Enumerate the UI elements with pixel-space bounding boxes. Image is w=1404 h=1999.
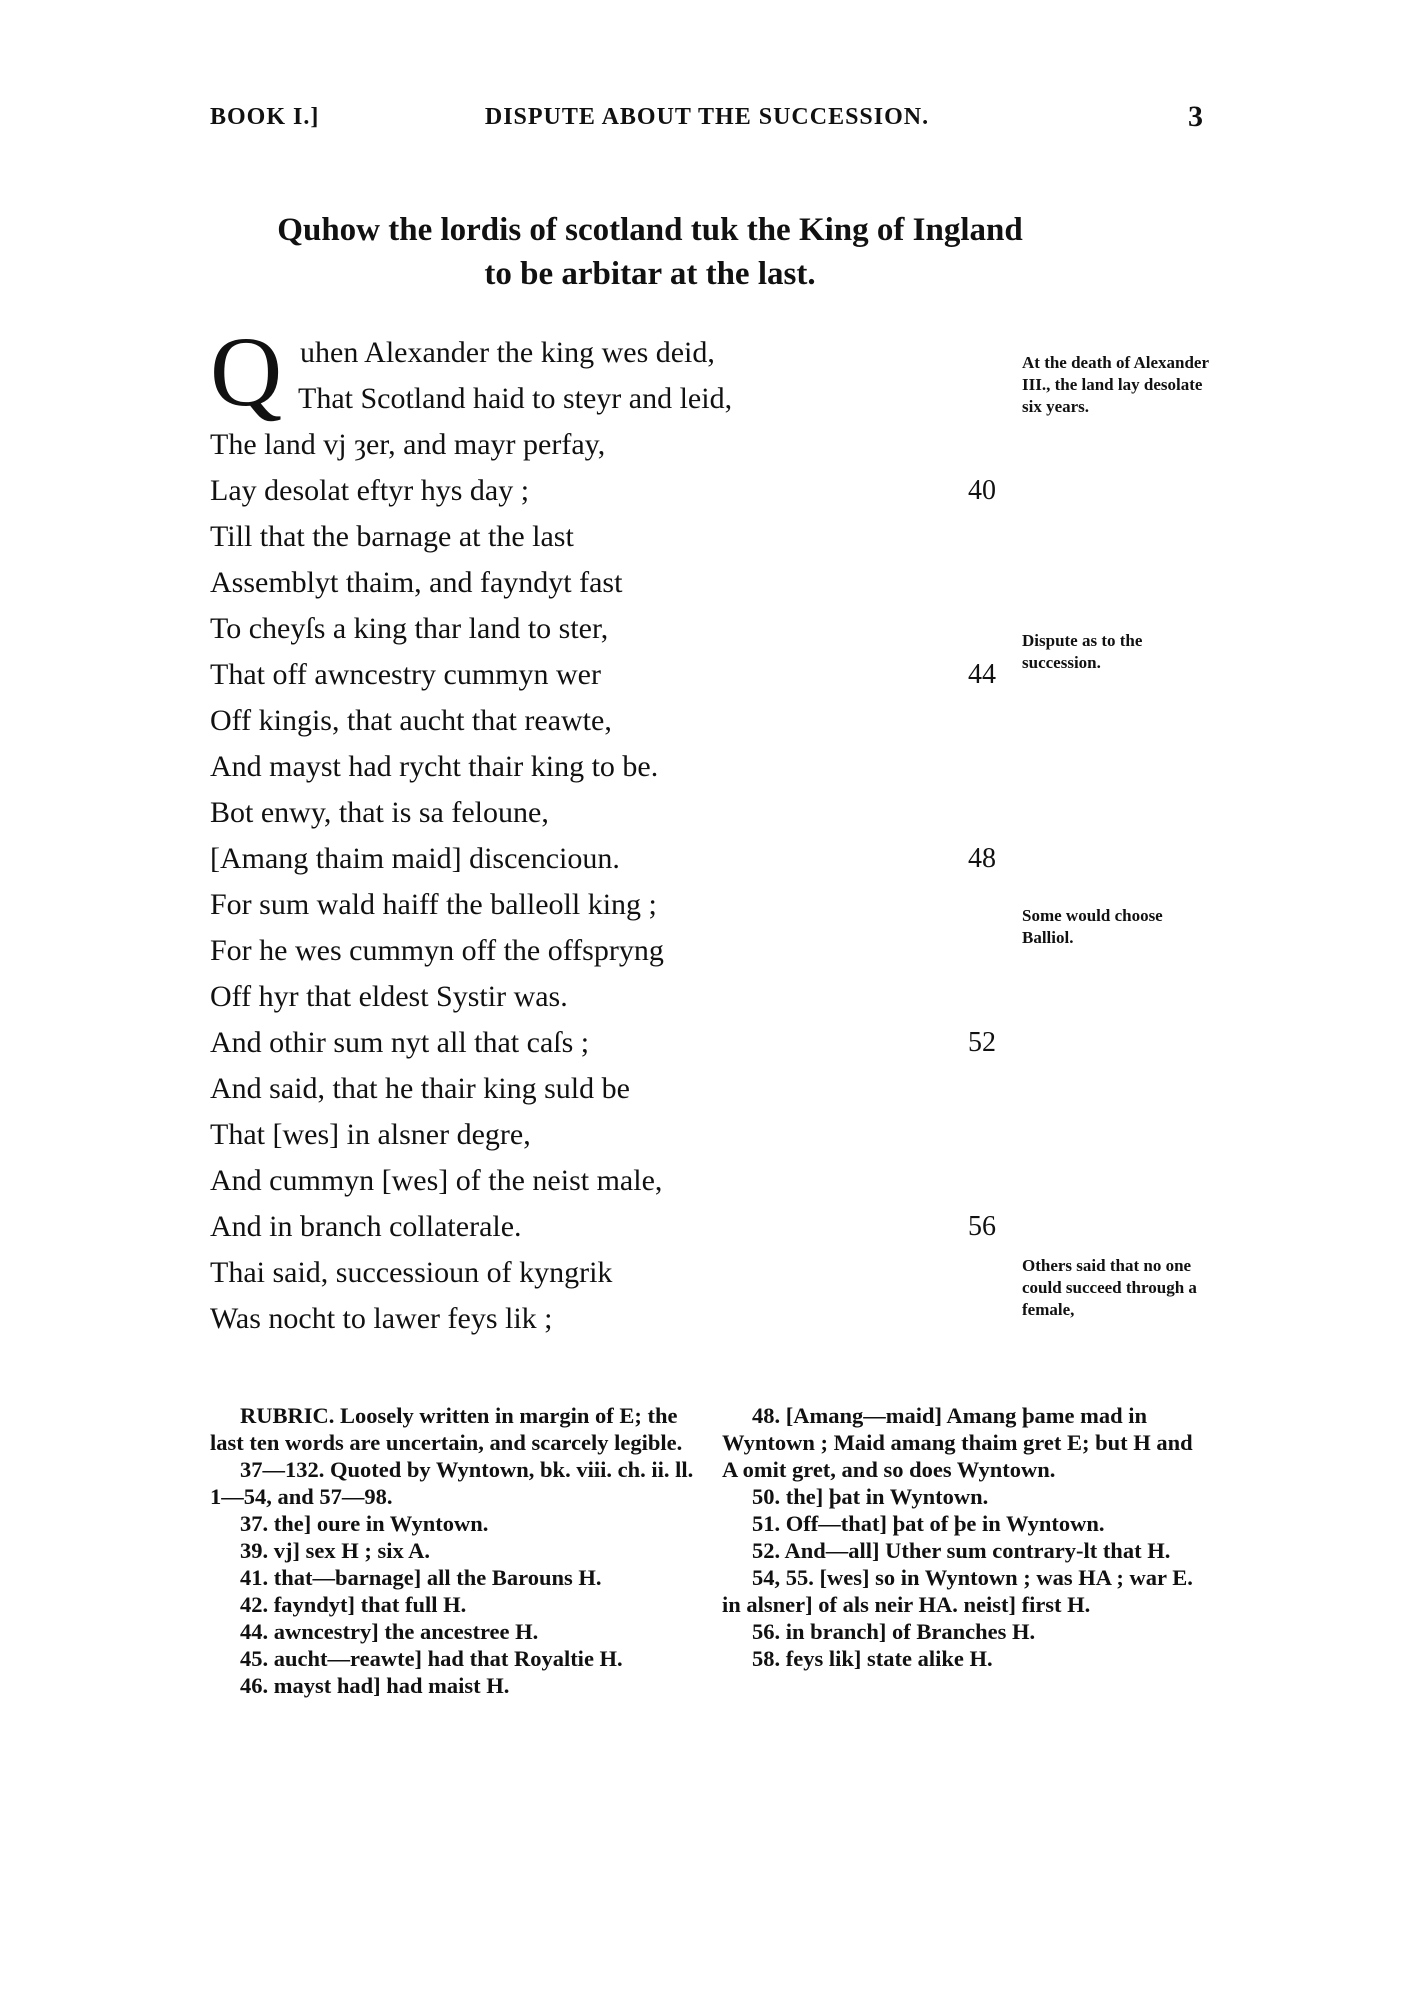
footnote: 50. the] þat in Wyntown. <box>752 1484 989 1509</box>
running-head <box>210 100 1204 140</box>
margin-note: At the death of Alexander III., the land lay desolate six years. <box>1022 353 1209 416</box>
running-head-title: DISPUTE ABOUT THE SUCCESSION. <box>484 104 930 130</box>
footnote: 51. Off—that] þat of þe in Wyntown. <box>752 1511 1105 1536</box>
footnotes-left-column <box>210 1402 695 1699</box>
footnote: 39. vj] sex H ; six A. <box>240 1538 430 1563</box>
verse-line: Till that the barnage at the last <box>210 520 574 553</box>
footnote: RUBRIC. Loosely written in margin of E; the last ten words are uncertain, and scarcely legible. <box>210 1403 683 1455</box>
verse-line: For sum wald haiff the balleoll king ; <box>210 888 657 921</box>
drop-cap: Q <box>210 316 283 427</box>
footnote: 48. [Amang—maid] Amang þame mad in Wyntown ; Maid amang thaim gret E; but H and A omit gret, and so does Wyntown. <box>722 1403 1193 1482</box>
verse-line: That [wes] in alsner degre, <box>210 1118 531 1151</box>
line-number: 44 <box>968 659 996 690</box>
verse-line: The land vj ȝer, and mayr perfay, <box>210 428 606 461</box>
margin-note: Others said that no one could succeed through a female, <box>1022 1256 1197 1319</box>
footnote: 37. the] oure in Wyntown. <box>240 1511 489 1536</box>
verse-line: And mayst had rycht thair king to be. <box>210 750 659 783</box>
footnote: 41. that—barnage] all the Barouns H. <box>240 1565 602 1590</box>
verse-line: And cummyn [wes] of the neist male, <box>210 1164 663 1197</box>
line-number: 56 <box>968 1211 996 1242</box>
footnote: 54, 55. [wes] so in Wyntown ; was HA ; war E. in alsner] of als neir HA. neist] first H. <box>722 1565 1193 1617</box>
verse-line: Bot enwy, that is sa feloune, <box>210 796 549 829</box>
rubric-line: Quhow the lordis of scotland tuk the King of Ingland <box>277 212 1023 248</box>
verse-line: Off hyr that eldest Systir was. <box>210 980 568 1013</box>
verse-line: And othir sum nyt all that caſs ; <box>210 1026 590 1059</box>
footnote: 58. feys lik] state alike H. <box>752 1646 993 1671</box>
verse-line: Was nocht to lawer feys lik ; <box>210 1302 553 1335</box>
footnote: 56. in branch] of Branches H. <box>752 1619 1036 1644</box>
footnotes-right-column <box>722 1402 1207 1672</box>
verse-line: Off kingis, that aucht that reawte, <box>210 704 612 737</box>
verse-line: Lay desolat eftyr hys day ; <box>210 474 530 507</box>
line-number: 48 <box>968 843 996 874</box>
running-head-book: BOOK I.] <box>210 104 320 130</box>
footnote: 42. fayndyt] that full H. <box>240 1592 467 1617</box>
rubric-heading <box>150 208 1150 296</box>
page-number: 3 <box>1188 100 1204 133</box>
verse-line: Thai said, successioun of kyngrik <box>210 1256 613 1289</box>
footnote: 37—132. Quoted by Wyntown, bk. viii. ch. ii. ll. 1—54, and 57—98. <box>210 1457 694 1509</box>
line-number: 40 <box>968 475 996 506</box>
rubric-line: to be arbitar at the last. <box>484 256 816 292</box>
footnote: 45. aucht—reawte] had that Royaltie H. <box>240 1646 623 1671</box>
verse-line: And said, that he thair king suld be <box>210 1072 630 1105</box>
line-number: 52 <box>968 1027 996 1058</box>
margin-note: Dispute as to the succession. <box>1022 631 1143 672</box>
margin-note: Some would choose Balliol. <box>1022 906 1163 947</box>
verse-line: To cheyſs a king thar land to ster, <box>210 612 609 645</box>
footnote: 52. And—all] Uther sum contrary-lt that H. <box>752 1538 1171 1563</box>
verse-line: For he wes cummyn off the offspryng <box>210 934 664 967</box>
footnote: 44. awncestry] the ancestree H. <box>240 1619 539 1644</box>
verse-line: [Amang thaim maid] discencioun. <box>210 842 620 875</box>
verse-line: uhen Alexander the king wes deid, <box>300 336 715 369</box>
verse-line: And in branch collaterale. <box>210 1210 522 1243</box>
verse-line: That Scotland haid to steyr and leid, <box>298 382 733 415</box>
verse-line: That off awncestry cummyn wer <box>210 658 601 691</box>
footnote: 46. mayst had] had maist H. <box>240 1673 510 1698</box>
verse-line: Assemblyt thaim, and fayndyt fast <box>210 566 623 599</box>
